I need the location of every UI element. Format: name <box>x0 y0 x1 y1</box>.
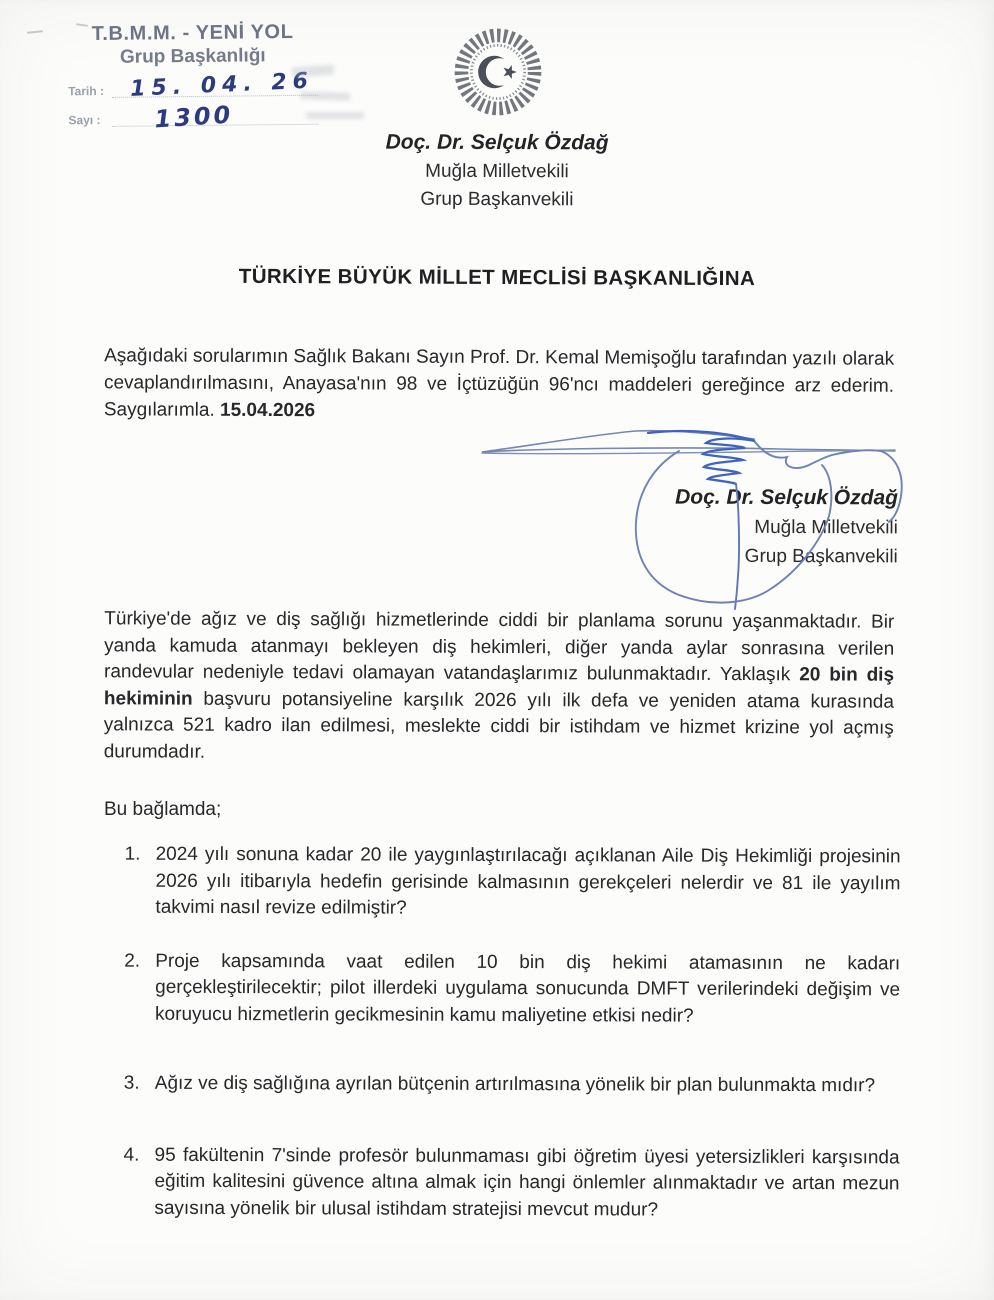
question-list <box>123 842 900 1225</box>
stamp-number-label: Sayı : <box>68 112 101 128</box>
stamp-dept-line: Grup Başkanlığı <box>119 45 266 68</box>
petition-text: Aşağıdaki sorularımın Sağlık Bakanı Sayın Prof. Dr. Kemal Memişoğlu tarafından yazılı olarak cevaplandırılmasını, Anayasa'nın 98 ve İçtüzüğün 96'ncı maddeleri gereğince arz ederim. Saygılarımla. <box>103 345 895 421</box>
stamp-org-line: T.B.M.M. - YENİ YOL <box>91 20 294 46</box>
ink-smudge <box>306 112 364 119</box>
question-item-4 <box>123 1142 899 1224</box>
stamp-date-row <box>68 68 318 102</box>
addressee-title-2: Grup Başkanvekili <box>420 188 574 211</box>
statement-paragraph <box>104 606 895 768</box>
ink-smudge <box>300 91 350 101</box>
addressee-name: Doç. Dr. Selçuk Özdağ <box>385 130 609 155</box>
stamp-date-line <box>112 68 318 102</box>
question-item-3 <box>124 1071 900 1100</box>
statement-part1: Türkiye'de ağız ve diş sağlığı hizmetlerinde ciddi bir planlama sorunu yaşanmaktadır. Bir yanda kamuda atanmayı bekleyen diş hekimleri, diğer yanda aylar sonrasına verilen randevular nedeniyle tedavi olamayan vatandaşlarımız bulunmaktadır. Yaklaşık <box>104 608 895 686</box>
document-heading: TÜRKİYE BÜYÜK MİLLET MECLİSİ BAŞKANLIĞINA <box>238 264 756 291</box>
statement-bold: 20 bin diş hekiminin <box>103 664 895 710</box>
question-number: 4. <box>123 1144 140 1166</box>
question-item-2 <box>124 948 900 1030</box>
stamp-number-row <box>68 100 318 134</box>
signer-title-1: Muğla Milletvekili <box>754 516 899 539</box>
stamp-date-label: Tarih : <box>68 83 105 99</box>
signer-title-2: Grup Başkanvekili <box>744 545 898 568</box>
handwritten-date: 15. 04. 26 <box>129 68 315 102</box>
addressee-block <box>0 129 994 212</box>
question-number: 1. <box>124 843 141 865</box>
question-text: Ağız ve diş sağlığına ayrılan bütçenin artırılmasına yönelik bir plan bulunmakta mıdır? <box>154 1072 876 1097</box>
context-label: Bu bağlamda; <box>104 799 222 820</box>
petition-date: 15.04.2026 <box>219 399 316 422</box>
pencil-mark <box>27 30 43 34</box>
spacer <box>124 1097 900 1145</box>
handwritten-number: 1300 <box>153 100 235 134</box>
statement-part2: başvuru potansiyeline karşılık 2026 yılı ilk defa ve yeniden atama kurasında yalnızca 521 kadro ilan edilmesi, meslekte ciddi bir istihdam ve hizmet krizine yol açmış durumdadır. <box>103 688 894 763</box>
spacer <box>124 1028 900 1074</box>
question-item-1 <box>124 842 900 924</box>
registry-stamp <box>67 20 318 134</box>
tbmm-crescent-star-emblem-icon <box>451 25 545 119</box>
question-text: 2024 yılı sonuna kadar 20 ile yaygınlaştırılacağı açıklanan Aile Diş Hekimliği projesinin 2026 yılı itibarıyla hedefin gerisinde kalmasının gerekçeleri nelerdir ve 81 ile yayılım takvimi nasıl revize edilmiştir? <box>155 843 901 919</box>
ink-smudge <box>292 65 335 78</box>
question-number: 2. <box>124 950 141 972</box>
spacer <box>124 921 900 951</box>
signer-name: Doç. Dr. Selçuk Özdağ <box>675 485 899 510</box>
stamp-number-line <box>112 100 318 134</box>
question-text: Proje kapsamında vaat edilen 10 bin diş hekimi atamasının ne kadarı gerçekleştirilecektir; pilot illerdeki uygulama sonucunda DMFT verilerindeki değişim ve koruyucu hizmetlerin gecikmesinin kamu maliyetine etkisi nedir? <box>155 950 901 1027</box>
question-text: 95 fakültenin 7'sinde profesör bulunmaması gibi öğretim üyesi yetersizlikleri karşısında eğitim kalitesini güvence altına almak için hangi önlemler alınmaktadır ve artan mezun sayısına yönelik bir ulusal istihdam stratejisi mevcut mudur? <box>154 1144 900 1221</box>
question-number: 3. <box>123 1072 140 1094</box>
addressee-title-1: Muğla Milletvekili <box>425 160 569 183</box>
signer-block <box>675 486 898 569</box>
petition-paragraph <box>104 342 894 426</box>
